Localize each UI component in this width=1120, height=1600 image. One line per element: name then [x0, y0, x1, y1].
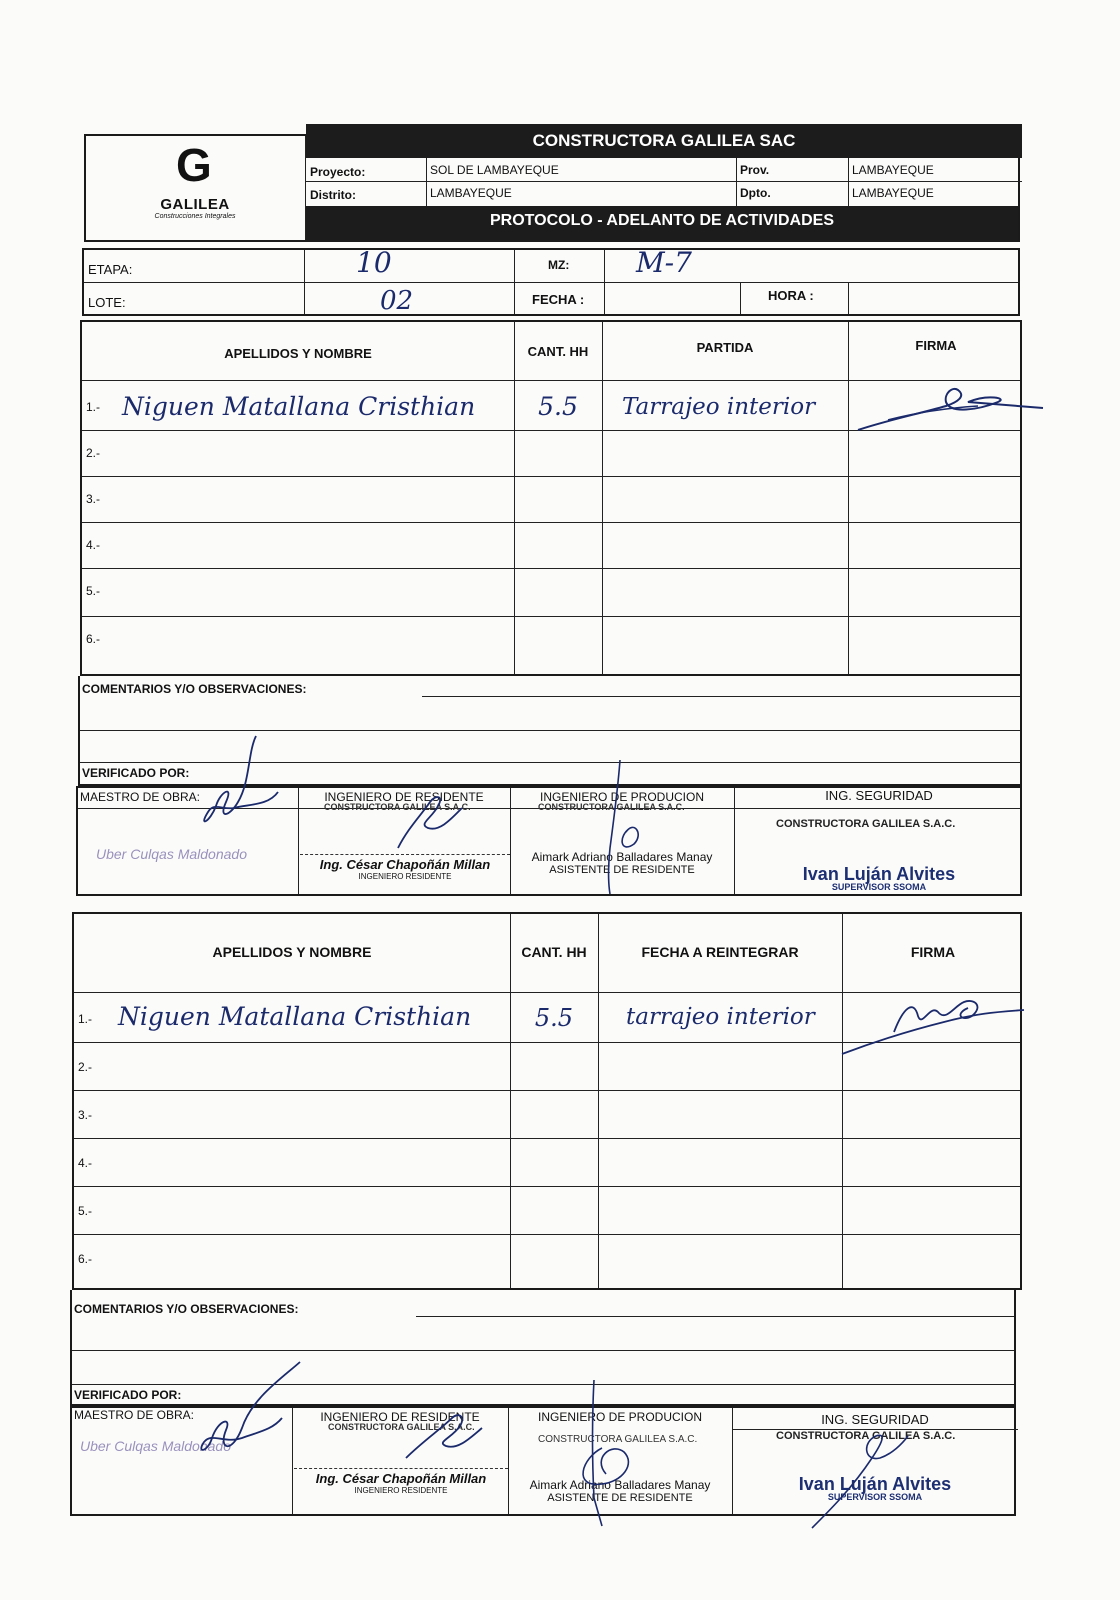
produccion-stamp-company-2: CONSTRUCTORA GALILEA S.A.C. [538, 1434, 698, 1445]
etapa-value: 10 [356, 246, 392, 279]
proyecto-value: SOL DE LAMBAYEQUE [430, 163, 559, 177]
signatures-block-1 [76, 786, 1022, 896]
logo-area [86, 136, 306, 240]
seguridad-signature-icon-2 [792, 1418, 932, 1538]
logo-tagline: Construcciones Integrales [154, 213, 236, 220]
ing-produccion-label-1: INGENIERO DE PRODUCION [539, 790, 704, 804]
residente-signature-icon-2 [392, 1408, 492, 1468]
t2-row-1-signature-icon [834, 986, 1034, 1066]
residente-stamp-company-1: CONSTRUCTORA GALILEA S.A.C. [324, 802, 471, 812]
etapa-label: ETAPA: [88, 262, 133, 277]
distrito-row [306, 182, 1022, 206]
seguridad-name-1: Ivan Luján Alvites [802, 864, 956, 884]
header-block [84, 131, 1020, 242]
t1-row-3-num: 3.- [86, 492, 101, 506]
fecha-label: FECHA : [532, 292, 585, 307]
t2-row-1-num: 1.- [78, 1012, 93, 1026]
t1-row-4-num: 4.- [86, 538, 101, 552]
ing-seguridad-label-2: ING. SEGURIDAD [732, 1412, 1018, 1430]
dpto-label: Dpto. [740, 186, 771, 200]
distrito-label: Distrito: [310, 188, 356, 202]
t2-header-fecha: FECHA A REINTEGRAR [641, 944, 799, 960]
maestro-label-1: MAESTRO DE OBRA: [80, 790, 201, 804]
maestro-label-2: MAESTRO DE OBRA: [74, 1408, 195, 1422]
produccion-signature-icon-2 [562, 1378, 682, 1528]
produccion-stamp-company-1: CONSTRUCTORA GALILEA S.A.C. [538, 802, 685, 812]
produccion-role-1: ASISTENTE DE RESIDENTE [549, 864, 695, 876]
seguridad-stamp-company-1: CONSTRUCTORA GALILEA S.A.C. [776, 818, 956, 830]
t2-row-1-fecha: tarrajeo interior [626, 1004, 815, 1030]
t1-row-6-num: 6.- [86, 632, 101, 646]
t2-row-3-num: 3.- [78, 1108, 93, 1122]
t1-header-hh: CANT. HH [527, 344, 589, 359]
t1-row-1-partida: Tarrajeo interior [622, 394, 816, 420]
comments-label-2: COMENTARIOS Y/O OBSERVACIONES: [74, 1302, 299, 1316]
maestro-stamp-name-2: Uber Culqas Maldonado [80, 1438, 231, 1454]
galilea-logo-icon: G [176, 139, 212, 191]
comments-label-1: COMENTARIOS Y/O OBSERVACIONES: [82, 682, 307, 696]
seguridad-name-2: Ivan Luján Alvites [798, 1474, 952, 1494]
prov-value: LAMBAYEQUE [852, 163, 934, 177]
lote-value: 02 [380, 286, 414, 316]
t2-row-6-num: 6.- [78, 1252, 93, 1266]
t2-header-hh: CANT. HH [521, 944, 587, 960]
ing-residente-label-1: INGENIERO DE RESIDENTE [324, 790, 484, 804]
hora-label: HORA : [768, 288, 814, 303]
residente-role-1: INGENIERO RESIDENTE [358, 872, 452, 881]
ing-seguridad-label-1: ING. SEGURIDAD [825, 788, 933, 803]
produccion-role-2: ASISTENTE DE RESIDENTE [547, 1492, 693, 1504]
residente-stamp-company-2: CONSTRUCTORA GALILEA S.A.C. [328, 1422, 475, 1432]
t1-row-1-signature-icon [848, 372, 1048, 442]
residente-name-1: Ing. César Chapoñán Millan [300, 854, 510, 872]
proyecto-row [306, 158, 1022, 182]
ing-produccion-label-2: INGENIERO DE PRODUCION [537, 1410, 702, 1424]
residente-name-2: Ing. César Chapoñán Millan [294, 1468, 508, 1486]
t1-header-partida: PARTIDA [696, 340, 754, 355]
seguridad-stamp-company-2: CONSTRUCTORA GALILEA S.A.C. [776, 1430, 956, 1442]
activities-table-1 [80, 320, 1022, 676]
t1-header-name: APELLIDOS Y NOMBRE [224, 346, 372, 361]
mz-value: M-7 [636, 246, 692, 279]
verificado-label-1: VERIFICADO POR: [82, 766, 190, 780]
produccion-name-1: Aimark Adriano Balladares Manay [531, 850, 713, 864]
maestro-signature-icon-1 [138, 732, 298, 872]
t1-row-2-num: 2.- [86, 446, 101, 460]
residente-signature-icon-1 [378, 788, 478, 858]
ing-residente-label-2: INGENIERO DE RESIDENTE [320, 1410, 480, 1424]
mz-label: MZ: [548, 258, 570, 272]
proyecto-label: Proyecto: [310, 165, 366, 179]
distrito-value: LAMBAYEQUE [430, 186, 512, 200]
produccion-name-2: Aimark Adriano Balladares Manay [529, 1478, 711, 1492]
t2-row-1-hh: 5.5 [534, 1004, 574, 1032]
prov-label: Prov. [740, 163, 770, 177]
protocol-title-bar: PROTOCOLO - ADELANTO DE ACTIVIDADES [306, 206, 1018, 240]
t2-row-5-num: 5.- [78, 1204, 93, 1218]
t1-row-5-num: 5.- [86, 584, 101, 598]
t2-row-4-num: 4.- [78, 1156, 93, 1170]
company-name-bar: CONSTRUCTORA GALILEA SAC [306, 124, 1022, 158]
maestro-signature-icon-2 [132, 1358, 312, 1488]
maestro-stamp-name-1: Uber Culqas Maldonado [96, 846, 247, 862]
reintegration-table-2 [72, 912, 1022, 1290]
info-block [82, 248, 1020, 316]
residente-role-2: INGENIERO RESIDENTE [354, 1486, 448, 1495]
verificado-label-2: VERIFICADO POR: [74, 1388, 182, 1402]
signatures-block-2 [70, 1406, 1016, 1516]
lote-label: LOTE: [88, 295, 126, 310]
t1-row-1-name: Niguen Matallana Cristhian [122, 392, 476, 421]
produccion-signature-icon-1 [578, 758, 668, 898]
t2-row-2-num: 2.- [78, 1060, 93, 1074]
seguridad-role-2: SUPERVISOR SSOMA [827, 1492, 923, 1502]
t1-row-1-num: 1.- [86, 400, 101, 414]
t2-header-name: APELLIDOS Y NOMBRE [212, 944, 372, 960]
logo-text: GALILEA [160, 196, 230, 213]
seguridad-role-1: SUPERVISOR SSOMA [831, 882, 927, 892]
t2-row-1-name: Niguen Matallana Cristhian [118, 1002, 472, 1031]
t1-row-1-hh: 5.5 [538, 392, 578, 421]
t1-header-firma: FIRMA [915, 338, 957, 353]
dpto-value: LAMBAYEQUE [852, 186, 934, 200]
t2-header-firma: FIRMA [910, 944, 956, 960]
